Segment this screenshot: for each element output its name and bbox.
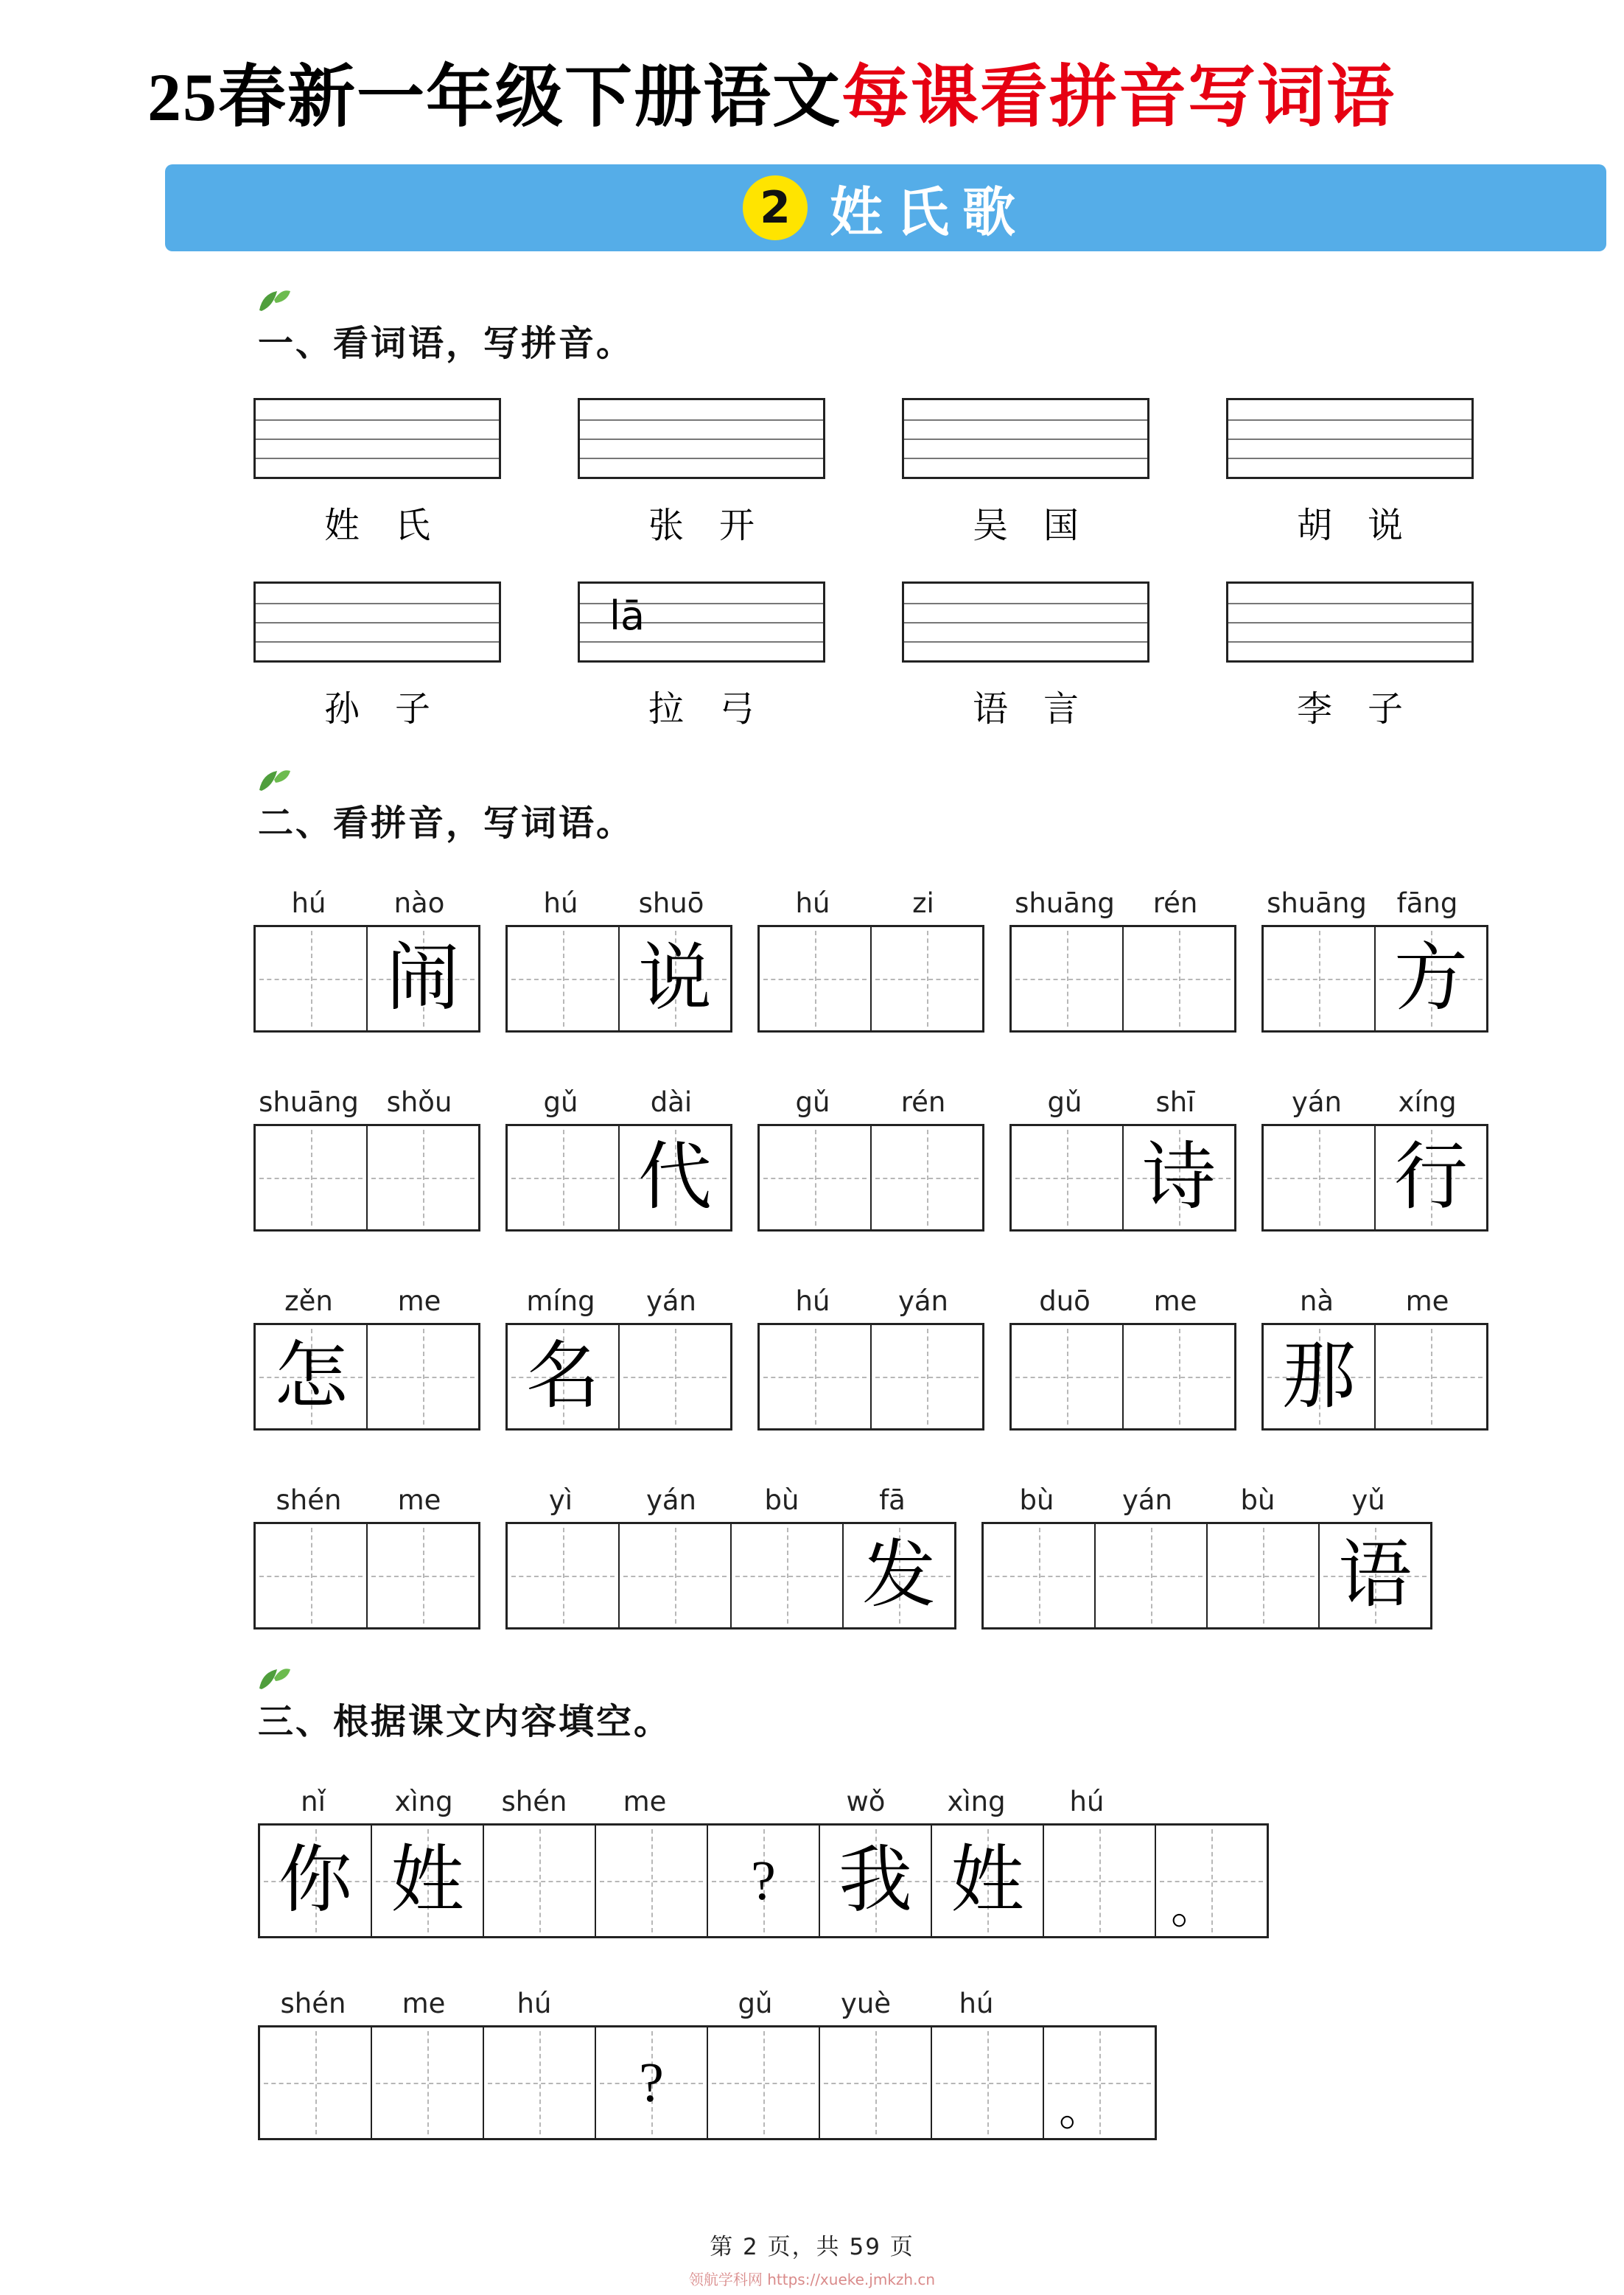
pinyin-word-group (505, 1080, 732, 1232)
pinyin-word-group (505, 1279, 732, 1431)
pinyin-syllable: gǔ (543, 1086, 578, 1118)
pinyin-write-box[interactable] (1226, 398, 1474, 479)
handwritten-char: 怎 (274, 1335, 348, 1417)
pinyin-syllable: hú (517, 1987, 552, 2019)
handwritten-char: 姓 (951, 1839, 1024, 1921)
ruled-line (256, 439, 499, 440)
writing-cell[interactable] (1376, 927, 1486, 1030)
section-3-header (258, 1693, 1363, 1744)
period-mark: 。 (1059, 2081, 1105, 2136)
pinyin-word-group (981, 1478, 1432, 1629)
handwritten-char: 诗 (1142, 1136, 1216, 1218)
ruled-line (256, 458, 499, 459)
word-label: 张 开 (648, 506, 755, 545)
pinyin-word-group (1261, 1279, 1488, 1431)
writing-cell[interactable] (1208, 1524, 1320, 1627)
question-mark-cell (596, 2027, 708, 2138)
writing-cell[interactable] (1012, 1325, 1124, 1428)
handwritten-char: 我 (839, 1839, 912, 1921)
writing-cell[interactable] (1096, 1524, 1208, 1627)
writing-cells (258, 2025, 1157, 2140)
writing-cells (1261, 925, 1488, 1033)
section-1-header (258, 315, 1363, 366)
ruled-line (1228, 603, 1471, 604)
pinyin-writing-grid (253, 398, 1624, 731)
pinyin-row (505, 1080, 732, 1118)
pinyin-row (253, 1478, 480, 1516)
pinyin-syllable: shuāng (1015, 887, 1115, 919)
writing-cell[interactable] (760, 1126, 872, 1229)
question-mark: ? (751, 1849, 776, 1912)
writing-cells (1261, 1323, 1488, 1431)
pinyin-syllable: nǐ (301, 1785, 326, 1817)
writing-cell[interactable] (484, 1826, 596, 1936)
writing-cell[interactable] (708, 2027, 820, 2138)
writing-cell[interactable] (1124, 1325, 1234, 1428)
ruled-line (580, 419, 823, 421)
pinyin-word-group (1009, 1279, 1236, 1431)
writing-cell[interactable] (368, 1325, 478, 1428)
pinyin-syllable: dài (650, 1086, 693, 1118)
word-writing-rows (253, 881, 1624, 1629)
lesson-banner (165, 164, 1606, 251)
pinyin-syllable: fāng (1396, 887, 1458, 919)
pinyin-syllable: rén (900, 1086, 946, 1118)
handwritten-char: 发 (862, 1534, 936, 1616)
ruled-line (580, 458, 823, 459)
pinyin-word-group (757, 1279, 984, 1431)
writing-cell[interactable] (256, 927, 368, 1030)
pinyin-row (253, 1080, 480, 1118)
writing-cell[interactable] (620, 1524, 732, 1627)
writing-cell[interactable] (372, 2027, 484, 2138)
question-mark: ? (639, 2051, 664, 2114)
pinyin-grid-row (253, 1080, 1624, 1232)
ruled-line (904, 458, 1147, 459)
writing-cell[interactable] (260, 1826, 372, 1936)
writing-cells (1009, 1124, 1236, 1232)
pinyin-syllable: yǔ (1351, 1484, 1385, 1516)
pinyin-syllable: hú (543, 887, 578, 919)
writing-cell[interactable] (1264, 1325, 1376, 1428)
ruled-line (904, 603, 1147, 604)
word-label: 姓 氏 (323, 506, 430, 545)
writing-cell[interactable] (872, 1325, 982, 1428)
pinyin-syllable: shuāng (1267, 887, 1367, 919)
writing-cell[interactable] (256, 1325, 368, 1428)
writing-cell[interactable] (844, 1524, 954, 1627)
pinyin-word-group (253, 1279, 480, 1431)
pinyin-writing-item (1226, 581, 1474, 731)
period-cell (1156, 1826, 1267, 1936)
writing-cells (757, 1124, 984, 1232)
writing-cell[interactable] (620, 927, 730, 1030)
pinyin-syllable: shén (280, 1987, 346, 2019)
handwritten-pinyin: lā (609, 592, 645, 639)
pinyin-row (757, 1279, 984, 1317)
pinyin-row (258, 1779, 1624, 1817)
pinyin-syllable: gǔ (738, 1987, 773, 2019)
pinyin-row (253, 881, 480, 919)
pinyin-syllable: duō (1039, 1285, 1091, 1317)
leaf-icon (255, 765, 293, 797)
page-number: 第 2 页，共 59 页 (710, 2234, 914, 2260)
pinyin-row (981, 1478, 1432, 1516)
pinyin-syllable: fā (879, 1484, 906, 1516)
writing-cell[interactable] (1044, 1826, 1156, 1936)
pinyin-syllable: yì (548, 1484, 573, 1516)
writing-cells (1009, 1323, 1236, 1431)
word-label: 语 言 (972, 689, 1079, 729)
pinyin-syllable: xìng (394, 1785, 453, 1817)
pinyin-syllable: yán (1291, 1086, 1343, 1118)
pinyin-syllable: rén (1152, 887, 1198, 919)
pinyin-row (1261, 881, 1488, 919)
writing-cells (253, 925, 480, 1033)
word-label: 吴 国 (972, 506, 1079, 545)
handwritten-char: 你 (279, 1839, 352, 1921)
pinyin-row (757, 881, 984, 919)
pinyin-writing-item (253, 398, 501, 548)
pinyin-grid-row (253, 1478, 1624, 1629)
lesson-number-badge: 2 (743, 175, 808, 240)
pinyin-row (1009, 1279, 1236, 1317)
pinyin-syllable: shén (501, 1785, 567, 1817)
pinyin-word-group (505, 1478, 956, 1629)
writing-cell[interactable] (484, 2027, 596, 2138)
pinyin-word-group (253, 881, 480, 1033)
writing-cell[interactable] (1012, 927, 1124, 1030)
pinyin-syllable: bù (764, 1484, 799, 1516)
pinyin-syllable: nà (1299, 1285, 1334, 1317)
ruled-line (1228, 419, 1471, 421)
pinyin-syllable: zi (912, 887, 934, 919)
writing-cell[interactable] (1124, 1126, 1234, 1229)
word-label: 拉 弓 (648, 689, 755, 729)
pinyin-syllable: hú (795, 1285, 830, 1317)
ruled-line (1228, 458, 1471, 459)
pinyin-syllable: xíng (1398, 1086, 1457, 1118)
writing-cell[interactable] (508, 1524, 620, 1627)
section-2-header (258, 794, 1363, 845)
writing-cell[interactable] (872, 1126, 982, 1229)
pinyin-writing-item (902, 398, 1149, 548)
ruled-line (1228, 439, 1471, 440)
pinyin-syllable: yán (1121, 1484, 1173, 1516)
word-label: 孙 子 (323, 689, 430, 729)
writing-cell[interactable] (872, 927, 982, 1030)
writing-cell[interactable] (1012, 1126, 1124, 1229)
pinyin-word-group (505, 881, 732, 1033)
writing-cell[interactable] (1376, 1325, 1486, 1428)
writing-cell[interactable] (372, 1826, 484, 1936)
ruled-line (904, 419, 1147, 421)
pinyin-write-box[interactable] (578, 398, 825, 479)
pinyin-write-box[interactable] (253, 581, 501, 663)
writing-cell[interactable] (368, 1126, 478, 1229)
pinyin-syllable: me (1153, 1285, 1197, 1317)
writing-cell[interactable] (932, 1826, 1044, 1936)
pinyin-syllable: yán (645, 1285, 697, 1317)
pinyin-grid-row (253, 1279, 1624, 1431)
section-2-title: 二、看拼音，写词语。 (258, 803, 634, 843)
watermark: 领航学科网 https://xueke.jmkzh.cn (688, 2271, 936, 2288)
pinyin-syllable: yán (897, 1285, 949, 1317)
pinyin-row (1009, 881, 1236, 919)
pinyin-row (757, 1080, 984, 1118)
pinyin-grid-row (253, 881, 1624, 1033)
ruled-line (1228, 622, 1471, 623)
pinyin-word-group (757, 881, 984, 1033)
pinyin-syllable: me (397, 1484, 441, 1516)
pinyin-syllable: yuè (840, 1987, 892, 2019)
writing-cells (505, 1124, 732, 1232)
document-title (0, 0, 1624, 133)
pinyin-write-box[interactable] (253, 398, 501, 479)
section-1-title: 一、看词语，写拼音。 (258, 324, 634, 363)
document-title-black: 25春新一年级下册语文 (147, 60, 842, 135)
pinyin-row (505, 881, 732, 919)
writing-cells (253, 1522, 480, 1629)
pinyin-row (505, 1279, 732, 1317)
writing-cell[interactable] (620, 1126, 730, 1229)
document-title-red: 每课看拼音写词语 (841, 60, 1396, 135)
writing-cell[interactable] (1264, 927, 1376, 1030)
pinyin-word-group (757, 1080, 984, 1232)
writing-cells (253, 1323, 480, 1431)
pinyin-row (1009, 1080, 1236, 1118)
pinyin-syllable: bù (1019, 1484, 1054, 1516)
ruled-line (580, 641, 823, 643)
writing-cell[interactable] (508, 927, 620, 1030)
writing-cell[interactable] (1376, 1126, 1486, 1229)
writing-cell[interactable] (760, 927, 872, 1030)
writing-cells (981, 1522, 1432, 1629)
writing-cell[interactable] (260, 2027, 372, 2138)
leaf-icon (255, 1663, 293, 1696)
writing-cell[interactable] (368, 1524, 478, 1627)
lesson-title: 姓氏歌 (829, 183, 1029, 242)
pinyin-syllable: shuāng (259, 1086, 359, 1118)
writing-cell[interactable] (932, 2027, 1044, 2138)
handwritten-char: 闹 (386, 937, 460, 1019)
handwritten-char: 说 (638, 937, 712, 1019)
pinyin-syllable: me (402, 1987, 446, 2019)
writing-cell[interactable] (368, 927, 478, 1030)
pinyin-syllable: shǒu (386, 1086, 452, 1118)
pinyin-writing-item (578, 581, 825, 731)
writing-cell[interactable] (508, 1325, 620, 1428)
pinyin-word-group (1009, 881, 1236, 1033)
writing-cell[interactable] (820, 1826, 932, 1936)
writing-cell[interactable] (760, 1325, 872, 1428)
pinyin-syllable: gǔ (1047, 1086, 1082, 1118)
pinyin-syllable: gǔ (795, 1086, 830, 1118)
ruled-line (256, 603, 499, 604)
pinyin-write-box[interactable] (1226, 581, 1474, 663)
writing-cell[interactable] (256, 1524, 368, 1627)
writing-cells (757, 925, 984, 1033)
pinyin-syllable: hú (291, 887, 326, 919)
pinyin-word-group (1261, 881, 1488, 1033)
ruled-line (256, 419, 499, 421)
pinyin-syllable: zěn (284, 1285, 333, 1317)
pinyin-writing-item (902, 581, 1149, 731)
pinyin-syllable: nào (393, 887, 445, 919)
ruled-line (904, 641, 1147, 643)
pinyin-write-box[interactable] (578, 581, 825, 663)
handwritten-char: 代 (638, 1136, 712, 1218)
writing-cell[interactable] (1320, 1524, 1430, 1627)
word-label: 胡 说 (1296, 506, 1403, 545)
question-mark-cell (708, 1826, 820, 1936)
pinyin-writing-item (1226, 398, 1474, 548)
pinyin-row (1261, 1279, 1488, 1317)
pinyin-syllable: míng (526, 1285, 595, 1317)
writing-cell[interactable] (732, 1524, 844, 1627)
writing-cell[interactable] (620, 1325, 730, 1428)
pinyin-word-group (1261, 1080, 1488, 1232)
writing-cell[interactable] (984, 1524, 1096, 1627)
writing-cell[interactable] (820, 2027, 932, 2138)
pinyin-word-group (253, 1080, 480, 1232)
pinyin-syllable: bù (1240, 1484, 1275, 1516)
writing-cell[interactable] (256, 1126, 368, 1229)
ruled-line (904, 622, 1147, 623)
section-3-title: 三、根据课文内容填空。 (258, 1702, 672, 1742)
pinyin-row (505, 1478, 956, 1516)
writing-cells (505, 1323, 732, 1431)
writing-cell[interactable] (1124, 927, 1234, 1030)
pinyin-word-group (253, 1478, 480, 1629)
handwritten-char: 语 (1338, 1534, 1412, 1616)
ruled-line (1228, 641, 1471, 643)
handwritten-char: 姓 (391, 1839, 464, 1921)
writing-cells (1009, 925, 1236, 1033)
handwritten-char: 那 (1282, 1335, 1356, 1417)
pinyin-row (258, 1981, 1624, 2019)
pinyin-syllable: wǒ (846, 1785, 886, 1817)
pinyin-writing-item (253, 581, 501, 731)
leaf-icon (255, 285, 293, 318)
ruled-line (580, 439, 823, 440)
handwritten-char: 方 (1394, 937, 1468, 1019)
pinyin-row (1261, 1080, 1488, 1118)
pinyin-write-box[interactable] (902, 398, 1149, 479)
pinyin-syllable: hú (1069, 1785, 1105, 1817)
sentence-row (258, 1779, 1624, 1938)
sentence-row (258, 1981, 1624, 2140)
ruled-line (904, 439, 1147, 440)
writing-cells (757, 1323, 984, 1431)
pinyin-syllable: me (397, 1285, 441, 1317)
pinyin-word-group (1009, 1080, 1236, 1232)
pinyin-write-box[interactable] (902, 581, 1149, 663)
fill-blank-rows (258, 1779, 1624, 2140)
word-label: 李 子 (1296, 689, 1403, 729)
pinyin-syllable: me (623, 1785, 667, 1817)
writing-cell[interactable] (596, 1826, 708, 1936)
pinyin-row (253, 1279, 480, 1317)
writing-cell[interactable] (508, 1126, 620, 1229)
writing-cells (1261, 1124, 1488, 1232)
pinyin-syllable: hú (959, 1987, 994, 2019)
writing-cells (258, 1823, 1269, 1938)
handwritten-char: 行 (1394, 1136, 1468, 1218)
period-cell (1044, 2027, 1155, 2138)
pinyin-syllable: shén (276, 1484, 342, 1516)
pinyin-syllable: shuō (638, 887, 704, 919)
pinyin-syllable: shī (1155, 1086, 1195, 1118)
pinyin-syllable: me (1405, 1285, 1449, 1317)
writing-cells (505, 1522, 956, 1629)
writing-cell[interactable] (1264, 1126, 1376, 1229)
pinyin-syllable: xìng (947, 1785, 1006, 1817)
writing-cells (253, 1124, 480, 1232)
period-mark: 。 (1171, 1879, 1217, 1934)
pinyin-writing-item (578, 398, 825, 548)
handwritten-char: 名 (526, 1335, 600, 1417)
writing-cells (505, 925, 732, 1033)
ruled-line (256, 622, 499, 623)
pinyin-syllable: hú (795, 887, 830, 919)
pinyin-syllable: yán (645, 1484, 697, 1516)
ruled-line (256, 641, 499, 643)
